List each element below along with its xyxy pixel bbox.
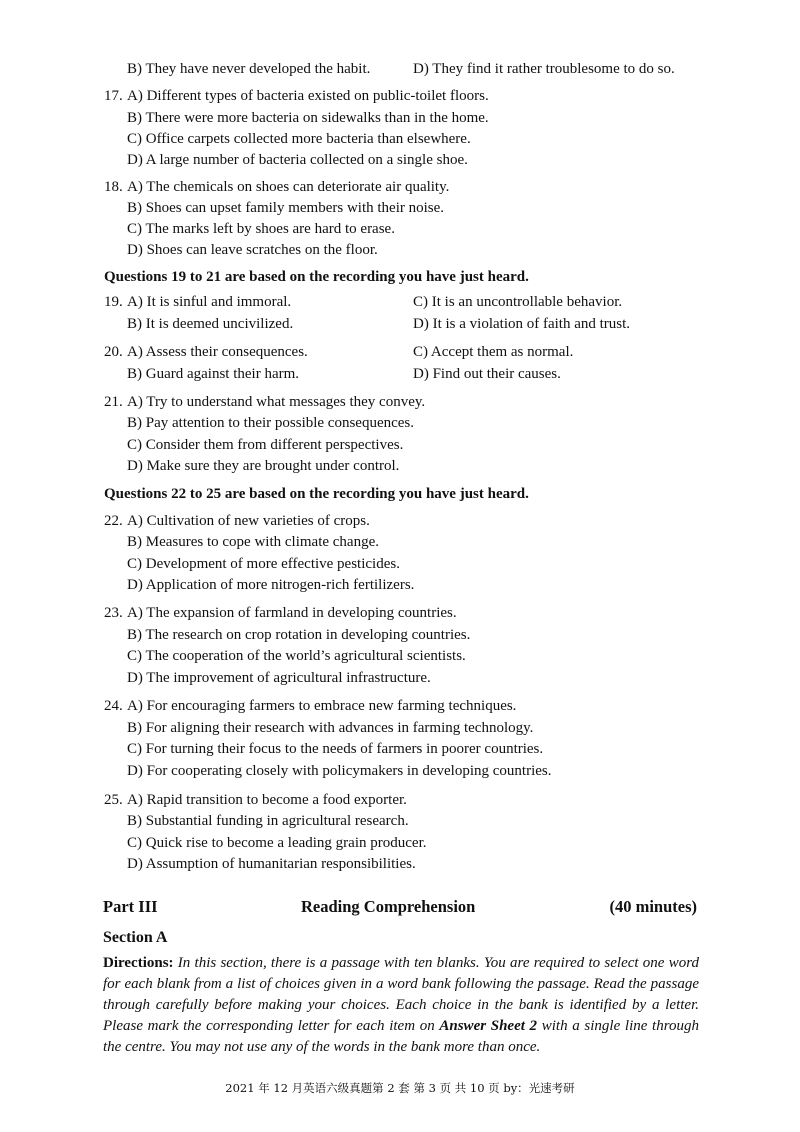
q21-option-c: C) Consider them from different perspectives. [127, 437, 404, 453]
q25-option-b: B) Substantial funding in agricultural research. [127, 813, 409, 829]
q20-option-b: B) Guard against their harm. [127, 366, 300, 382]
part-title: Reading Comprehension [301, 897, 476, 916]
q25-number: 25. [104, 792, 123, 808]
q21-option-d: D) Make sure they are brought under control. [127, 458, 400, 474]
q17-option-b: B) There were more bacteria on sidewalks than in the home. [127, 110, 489, 126]
q21-number: 21. [104, 394, 123, 410]
q24-option-a: A) For encouraging farmers to embrace new farming techniques. [127, 698, 517, 714]
q24-number: 24. [104, 698, 123, 714]
section-a-heading: Section A [103, 929, 168, 946]
q18-option-c: C) The marks left by shoes are hard to erase. [127, 221, 395, 237]
q17-number: 17. [104, 88, 123, 104]
q18-option-a: A) The chemicals on shoes can deteriorate air quality. [127, 179, 450, 195]
q25-option-d: D) Assumption of humanitarian responsibilities. [127, 856, 416, 872]
q17-option-a: A) Different types of bacteria existed on public-toilet floors. [127, 88, 489, 104]
q18-option-b: B) Shoes can upset family members with their noise. [127, 200, 445, 216]
q25-option-c: C) Quick rise to become a leading grain producer. [127, 835, 427, 851]
q19-option-b: B) It is deemed uncivilized. [127, 316, 294, 332]
q21-option-b: B) Pay attention to their possible consequences. [127, 415, 415, 431]
part-label: Part III [103, 897, 158, 916]
directions-text-2: with a single line through the centre. You may not use any of the words in the bank more than once. [103, 1018, 700, 1055]
heading-questions-19-21: Questions 19 to 21 are based on the recording you have just heard. [104, 269, 529, 285]
q22-number: 22. [104, 513, 123, 529]
q23-option-a: A) The expansion of farmland in developing countries. [127, 605, 457, 621]
q20-option-c: C) Accept them as normal. [413, 344, 574, 360]
answer-sheet-reference: Answer Sheet 2 [439, 1018, 538, 1034]
q17-option-c: C) Office carpets collected more bacteria than elsewhere. [127, 131, 471, 147]
q19-number: 19. [104, 294, 123, 310]
q17-option-d: D) A large number of bacteria collected on a single shoe. [127, 152, 468, 168]
q19-option-a: A) It is sinful and immoral. [127, 294, 292, 310]
q20-option-d: D) Find out their causes. [413, 366, 561, 382]
page-footer: 2021 年 12 月英语六级真题第 2 套 第 3 页 共 10 页 by：光速考研 [225, 1081, 575, 1095]
q20-option-a: A) Assess their consequences. [127, 344, 308, 360]
q24-option-c: C) For turning their focus to the needs of farmers in poorer countries. [127, 741, 544, 757]
q24-option-b: B) For aligning their research with advances in farming technology. [127, 720, 534, 736]
q23-number: 23. [104, 605, 123, 621]
heading-questions-22-25: Questions 22 to 25 are based on the recording you have just heard. [104, 486, 529, 502]
q25-option-a: A) Rapid transition to become a food exporter. [127, 792, 407, 808]
q18-option-d: D) Shoes can leave scratches on the floor. [127, 242, 378, 258]
q24-option-d: D) For cooperating closely with policymakers in developing countries. [127, 763, 552, 779]
q20-number: 20. [104, 344, 123, 360]
q16-option-d: D) They find it rather troublesome to do so. [413, 61, 675, 77]
part-time: (40 minutes) [609, 897, 697, 916]
q22-option-d: D) Application of more nitrogen-rich fertilizers. [127, 577, 415, 593]
q21-option-a: A) Try to understand what messages they convey. [127, 394, 426, 410]
q23-option-b: B) The research on crop rotation in developing countries. [127, 627, 471, 643]
directions-text-1: In this section, there is a passage with ten blanks. You are required to select one word for each blank from a list of choices given in a word bank following the passage. Read the passage through carefully before making your choices. Each choice in the bank is identified by a letter. Please mark the corresponding letter for each item on [103, 955, 699, 1034]
directions-label: Directions: [103, 955, 174, 971]
q22-option-c: C) Development of more effective pesticides. [127, 556, 400, 572]
directions-paragraph [103, 953, 699, 1058]
q16-option-b: B) They have never developed the habit. [127, 61, 371, 77]
q22-option-b: B) Measures to cope with climate change. [127, 534, 379, 550]
q19-option-d: D) It is a violation of faith and trust. [413, 316, 631, 332]
q19-option-c: C) It is an uncontrollable behavior. [413, 294, 623, 310]
q18-number: 18. [104, 179, 123, 195]
q23-option-d: D) The improvement of agricultural infrastructure. [127, 670, 431, 686]
q23-option-c: C) The cooperation of the world’s agricultural scientists. [127, 648, 466, 664]
q22-option-a: A) Cultivation of new varieties of crops. [127, 513, 370, 529]
